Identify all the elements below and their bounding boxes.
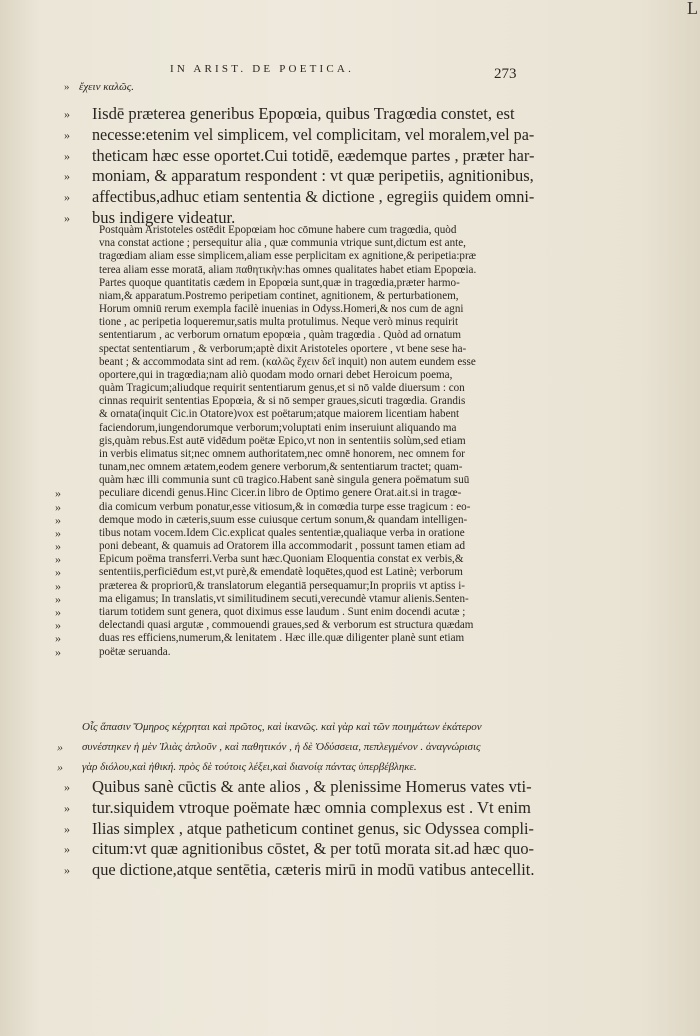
text-line [64,777,534,798]
page-number: 273 [494,66,517,82]
commentary-line [55,422,545,435]
line-text: citum:vt quæ agnitionibus cōstet, & per totū morata sit.ad hæc quo- [92,839,534,859]
commentary-paragraph [55,224,545,659]
line-text: quàm hæc illi communia sunt cū tragico.Habent sanè singula genera poëmatum suū [99,474,470,487]
commentary-line [55,250,545,263]
commentary-line [55,277,545,290]
line-text: ma eligamus; In translatis,vt similitudinem secuti,verecundè vtamur alienis.Senten- [99,592,469,605]
commentary-line [55,619,545,632]
quote-mark: » [55,591,60,606]
quote-mark: » [64,81,69,93]
quote-mark: » [55,631,60,646]
quote-mark: » [64,842,69,857]
text-line [64,146,534,167]
line-text: tunam,nec omnem ætatem,eodem genere verborum,& sententiarum tractet; quam- [99,461,463,474]
aristotle-text-upper [64,104,534,229]
commentary-line [55,369,545,382]
quote-mark: » [57,760,62,774]
line-text: poni debeant, & quamuis ad Oratorem illa accommodarit , possunt tamen etiam ad [99,540,465,553]
commentary-line [55,606,545,619]
line-text: bus indigere videatur. [92,207,236,227]
line-text: oportere,qui in tragœdia;nam aliò quodam modo ornari debet Heroicum poema, [99,368,453,381]
line-text: συνέστηκεν ἡ μὲν Ἰλιὰς ἁπλοῦν , καὶ παθητικόν , ἡ δὲ Ὀδύσσεια, πεπλεγμένον . ἀναγνώρισις [82,741,481,753]
quote-mark: » [55,552,60,567]
corner-mark: L [687,0,698,18]
commentary-line [55,501,545,514]
commentary-line [55,632,545,645]
commentary-line [55,553,545,566]
text-line [64,839,534,860]
line-text: γὰρ διόλου,καὶ ἠθική. πρὸς δὲ τούτοις λέξει,καὶ διανοίᾳ πάντας ὑπερβέβληκε. [82,761,417,773]
text-line [64,125,534,146]
running-head: IN ARIST. DE POETICA. [170,63,355,75]
line-text: & ornata(inquit Cic.in Otatore)vox est poëtarum;atque maiorem licentiam habent [99,408,460,421]
line-text: Partes quoque quantitatis cædem in Epopœia sunt,quæ in tragœdia,præter harmo- [99,276,460,289]
commentary-line [55,514,545,527]
commentary-line [55,487,545,500]
commentary-line [55,290,545,303]
line-text: sententiis,perficiēdum est,vt purè,& emendatè loquētes,quod est Latinè; verborum [99,566,463,579]
text-line [64,819,534,840]
quote-mark: » [55,618,60,633]
aristotle-text-lower [64,777,534,881]
greek-quotation [57,717,547,777]
greek-catchword: ἔχειν καλῶς. [79,81,134,93]
line-text: necesse:etenim vel simplicem, vel complicitam, vel moralem,vel pa- [92,124,535,144]
quote-mark: » [64,190,69,205]
quote-mark: » [55,578,60,593]
commentary-line [55,580,545,593]
line-text: in verbis elimatus sit;nec omnem authoritatem,nec omnē honorem, nec omnem for [99,447,465,460]
commentary-line [55,448,545,461]
line-text: vna constat actione ; persequitur alia , quæ communia vtrique sunt,dictum est ante, [99,237,466,250]
line-text: cinnas requirit sententias Epopœia, & si nō semper graues,sicuti tragœdia. Grandis [99,395,466,408]
line-text: affectibus,adhuc etiam sententia & dictione , egregiis quidem omni- [92,187,535,207]
line-text: duas res efficiens,numerum,& lenitatem . Hæc ille.quæ diligenter planè sunt etiam [99,632,465,645]
quote-mark: » [55,525,60,540]
commentary-line [55,303,545,316]
line-text: Horum omniū rerum exempla facilè inuenias in Odyss.Homeri,& nos cum de agni [99,303,464,316]
line-text: moniam, & apparatum respondent : vt quæ peripetiis, agnitionibus, [92,166,534,186]
line-text: Epicum poëma transferri.Verba sunt hæc.Quoniam Eloquentia constat ex verbis,& [99,553,464,566]
commentary-line [55,435,545,448]
text-line [64,860,534,881]
catchword-line [64,78,264,96]
text-line [64,166,534,187]
line-text: dia comicum verbum ponatur,esse vitiosum,& in comœdia turpe esse tragicum : eo- [99,500,471,513]
line-text: tione , ac peripetia loqueremur,satis multa protulimus. Neque verò minus requirit [99,316,459,329]
commentary-line [55,356,545,369]
commentary-line [55,566,545,579]
commentary-line [55,540,545,553]
line-text: beant ; & accommodata sint ad rem. (καλῶς ἔχειν δεῖ inquit) non autem eundem esse [99,355,476,368]
quote-mark: » [64,780,69,794]
line-text: Quibus sanè cūctis & ante alios , & plenissime Homerus vates vti- [92,777,532,796]
quote-mark: » [57,740,62,754]
line-text: demque modo in cæteris,suum esse cuiusque certum sonum,& quandam intelligen- [99,513,468,526]
text-line [64,187,534,208]
line-text: terea aliam esse moratā, aliam παθητικὴν:has omnes qualitates habet etiam Epopœia. [99,263,477,276]
commentary-line [55,474,545,487]
quote-mark: » [55,539,60,554]
line-text: faciendorum,iungendorumque verborum;voluptati enim inseruiunt aliquando ma [99,421,457,434]
line-text: poëtæ seruanda. [99,645,171,658]
commentary-line [55,646,545,659]
line-text: que dictione,atque sentētia, cæteris mirū in modū vatibus antecellit. [92,860,535,880]
line-text: Iisdē præterea generibus Epopœia, quibus Tragœdia constet, est [92,104,515,123]
line-text: peculiare dicendi genus.Hinc Cicer.in libro de Optimo genere Orat.ait.si in tragœ- [99,487,462,500]
quote-mark: » [55,604,60,619]
commentary-line [55,224,545,237]
quote-mark: » [64,107,69,121]
line-text: tragœdiam aliam esse simplicem,aliam esse perplicitam ex agnitione,& peripetia:præ [99,250,477,263]
line-text: Postquàm Aristoteles ostēdit Epopœiam hoc cōmune habere cum tragœdia, quòd [99,224,457,236]
quote-mark: » [55,486,60,501]
quote-mark: » [55,644,60,659]
line-text: Ilias simplex , atque patheticum continet genus, sic Odyssea compli- [92,818,534,838]
line-text: quàm Tragicum;aliudque requirit sententiarum genus,et si nō valde diuersum : con [99,382,465,395]
quote-mark: » [64,127,69,142]
commentary-line [55,461,545,474]
line-text: tibus notam vocem.Idem Cic.explicat quales sententiæ,qualiaque verba in oratione [99,526,465,539]
quote-mark: » [64,821,69,836]
greek-line [57,717,547,737]
quote-mark: » [64,148,69,163]
quote-mark: » [55,512,60,527]
commentary-line [55,527,545,540]
quote-mark: » [64,169,69,184]
commentary-line [55,395,545,408]
commentary-line [55,593,545,606]
line-text: spectat sententiarum , & verborum;aptè dixit Aristoteles oportere , vt bene sese ha- [99,342,467,355]
commentary-line [55,329,545,342]
line-text: sententiarum , ac verborum ornatum epopœia , quàm tragœdia . Quòd ad ornatum [99,329,461,342]
line-text: theticam hæc esse oportet.Cui totidē, eædemque partes , præter har- [92,145,535,165]
commentary-line [55,343,545,356]
quote-mark: » [55,565,60,580]
line-text: delectandi quasi argutæ , commouendi graues,sed & verborum est structura quædam [99,619,474,632]
line-text: niam,& apparatum.Postremo peripetiam continet, agnitionem, & perturbationem, [99,289,459,302]
text-line [64,104,534,125]
commentary-line [55,264,545,277]
commentary-line [55,408,545,421]
commentary-line [55,382,545,395]
line-text: tiarum totidem sunt genera, quot diximus esse laudum . Sunt enim docendi acutæ ; [99,605,466,618]
quote-mark: » [64,800,69,815]
greek-line [57,757,547,777]
commentary-line [55,316,545,329]
line-text: tur.siquidem vtroque poëmate hæc omnia complexus est . Vt enim [92,797,531,817]
quote-mark: » [55,499,60,514]
quote-mark: » [64,863,69,878]
line-text: gis,quàm rebus.Est autē vidēdum poëtæ Epico,vt non in sententiis solùm,sed etiam [99,434,466,447]
text-line [64,798,534,819]
quote-mark: » [64,210,69,225]
line-text: præterea & propriorū,& translatorum elegantiā persequamur;In propriis vt aptiss i- [99,579,465,592]
commentary-line [55,237,545,250]
line-text: Οἷς ἅπασιν Ὅμηρος κέχρηται καὶ πρῶτος, καὶ ἱκανῶς. καὶ γὰρ καὶ τῶν ποιημάτων ἑκάτερον [82,721,482,733]
greek-line [57,737,547,757]
